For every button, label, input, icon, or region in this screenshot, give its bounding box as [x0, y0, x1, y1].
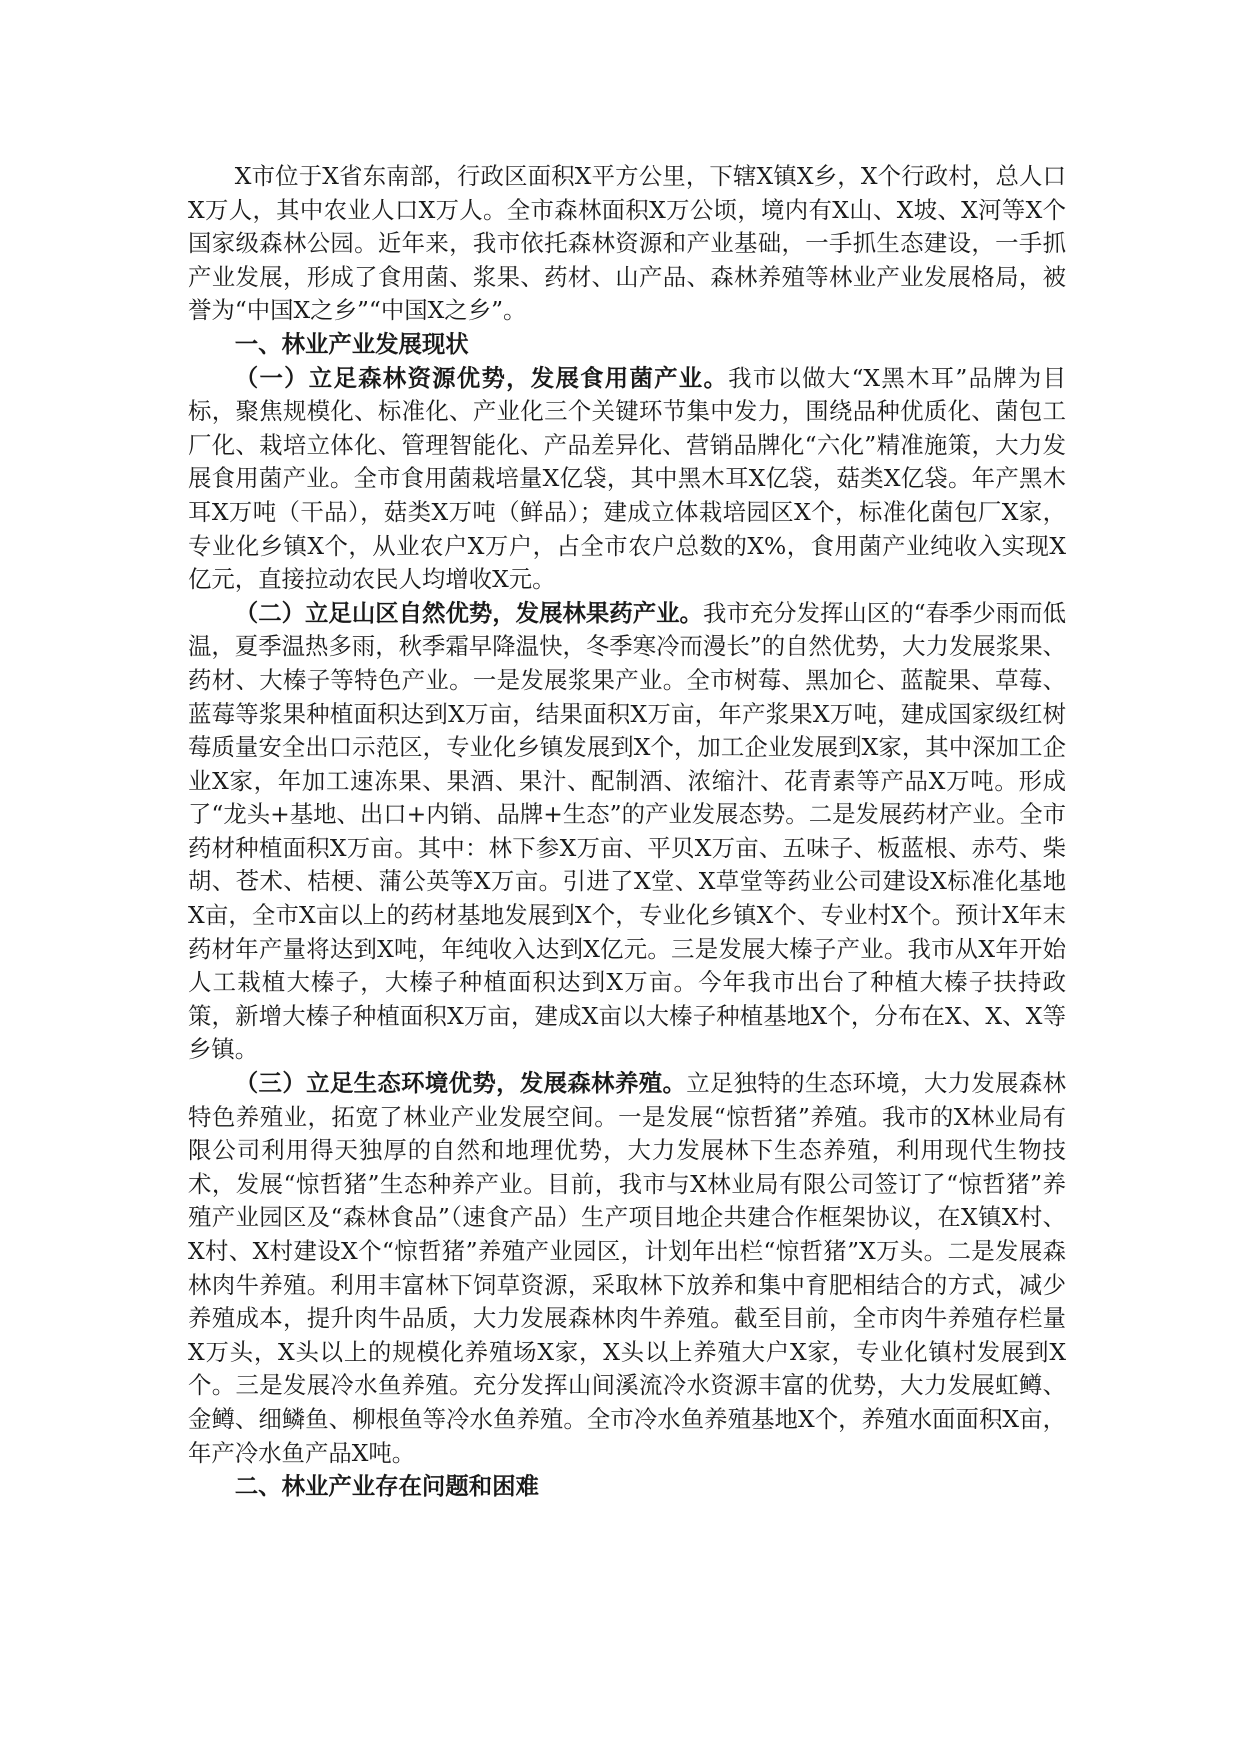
- section-2-paragraph: [188, 597, 1066, 1067]
- section-3-paragraph: [188, 1067, 1066, 1470]
- section-1-body: 我市以做大“X黑木耳”品牌为目标，聚焦规模化、标准化、产业化三个关键环节集中发力，围绕品种优质化、菌包工厂化、栽培立体化、管理智能化、产品差异化、营销品牌化“六化”精准施策，大力发展食用菌产业。全市食用菌栽培量X亿袋，其中黑木耳X亿袋，菇类X亿袋。年产黑木耳X万吨（干品），菇类X万吨（鲜品）；建成立体栽培园区X个，标准化菌包厂X家，专业化乡镇X个，从业农户X万户，占全市农户总数的X%，食用菌产业纯收入实现X亿元，直接拉动农民人均增收X元。: [188, 363, 1066, 594]
- section-2-body: 我市充分发挥山区的“春季少雨而低温，夏季温热多雨，秋季霜早降温快，冬季寒冷而漫长”的自然优势，大力发展浆果、药材、大榛子等特色产业。一是发展浆果产业。全市树莓、黑加仑、蓝靛果、草莓、蓝莓等浆果种植面积达到X万亩，结果面积X万亩，年产浆果X万吨，建成国家级红树莓质量安全出口示范区，专业化乡镇发展到X个，加工企业发展到X家，其中深加工企业X家，年加工速冻果、果酒、果汁、配制酒、浓缩汁、花青素等产品X万吨。形成了“龙头+基地、出口+内销、品牌+生态”的产业发展态势。二是发展药材产业。全市药材种植面积X万亩。其中：林下参X万亩、平贝X万亩、五味子、板蓝根、赤芍、柴胡、苍术、桔梗、蒲公英等X万亩。引进了X堂、X草堂等药业公司建设X标准化基地X亩，全市X亩以上的药材基地发展到X个，专业化乡镇X个、专业村X个。预计X年末药材年产量将达到X吨，年纯收入达到X亿元。三是发展大榛子产业。我市从X年开始人工栽植大榛子，大榛子种植面积达到X万亩。今年我市出台了种植大榛子扶持政策，新增大榛子种植面积X万亩，建成X亩以大榛子种植基地X个，分布在X、X、X等乡镇。: [188, 598, 1066, 1064]
- section-1-paragraph: [188, 362, 1066, 597]
- intro-paragraph: X市位于X省东南部，行政区面积X平方公里，下辖X镇X乡，X个行政村，总人口X万人，其中农业人口X万人。全市森林面积X万公顷，境内有X山、X坡、X河等X个国家级森林公园。近年来，我市依托森林资源和产业基础，一手抓生态建设，一手抓产业发展，形成了食用菌、浆果、药材、山产品、森林养殖等林业产业发展格局，被誉为“中国X之乡”“中国X之乡”。: [188, 162, 1066, 325]
- section-2-title: （二）立足山区自然优势，发展林果药产业。: [234, 598, 703, 627]
- section-1-title: （一）立足森林资源优势，发展食用菌产业。: [234, 363, 729, 392]
- section-3-title: （三）立足生态环境优势，发展森林养殖。: [234, 1069, 687, 1098]
- section-3-body: 立足独特的生态环境，大力发展森林特色养殖业，拓宽了林业产业发展空间。一是发展“惊哲猪”养殖。我市的X林业局有限公司利用得天独厚的自然和地理优势，大力发展林下生态养殖，利用现代生物技术，发展“惊哲猪”生态种养产业。目前，我市与X林业局有限公司签订了“惊哲猪”养殖产业园区及“森林食品”（速食产品）生产项目地企共建合作框架协议，在X镇X村、X村、X村建设X个“惊哲猪”养殖产业园区，计划年出栏“惊哲猪”X万头。二是发展森林肉牛养殖。利用丰富林下饲草资源，采取林下放养和集中育肥相结合的方式，减少养殖成本，提升肉牛品质，大力发展森林肉牛养殖。截至目前，全市肉牛养殖存栏量X万头，X头以上的规模化养殖场X家，X头以上养殖大户X家，专业化镇村发展到X个。三是发展冷水鱼养殖。充分发挥山间溪流冷水资源丰富的优势，大力发展虹鳟、金鳟、细鳞鱼、柳根鱼等冷水鱼养殖。全市冷水鱼养殖基地X个，养殖水面面积X亩，年产冷水鱼产品X吨。: [188, 1069, 1067, 1467]
- heading-problems: 二、林业产业存在问题和困难: [234, 1472, 539, 1501]
- document-page: [188, 160, 1066, 1504]
- heading-current-status: 一、林业产业发展现状: [234, 329, 469, 358]
